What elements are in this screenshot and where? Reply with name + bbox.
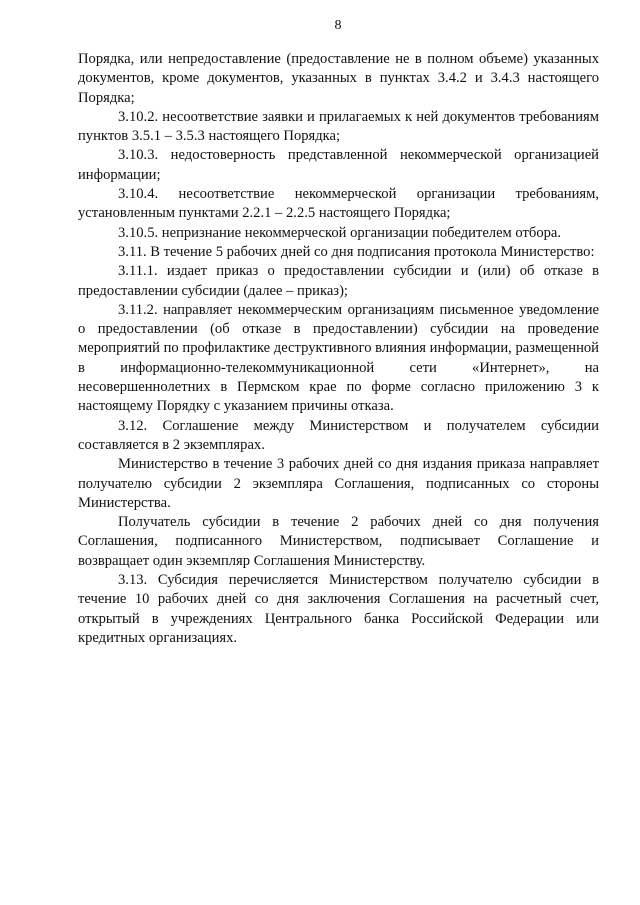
document-body bbox=[78, 50, 599, 648]
paragraph: 3.11.1. издает приказ о предоставлении субсидии и (или) об отказе в предоставлении субсидии (далее – приказ); bbox=[78, 263, 599, 299]
paragraph: 3.12. Соглашение между Министерством и получателем субсидии составляется в 2 экземплярах. bbox=[78, 417, 599, 453]
paragraph: Порядка, или непредоставление (предоставление не в полном объеме) указанных документов, кроме документов, указанных в пунктах 3.4.2 и 3.4.3 настоящего Порядка; bbox=[78, 51, 599, 106]
paragraph: Министерство в течение 3 рабочих дней со дня издания приказа направляет получателю субсидии 2 экземпляра Соглашения, подписанных со стороны Министерства. bbox=[78, 456, 599, 511]
paragraph: 3.13. Субсидия перечисляется Министерством получателю субсидии в течение 10 рабочих дней со дня заключения Соглашения на расчетный счет, открытый в учреждениях Центрального банка Российской Федерации или кредитных организациях. bbox=[78, 572, 599, 646]
paragraph: Получатель субсидии в течение 2 рабочих дней со дня получения Соглашения, подписанного Министерством, подписывает Соглашение и возвращает один экземпляр Соглашения Министерству. bbox=[78, 514, 599, 569]
paragraph: 3.11.2. направляет некоммерческим организациям письменное уведомление о предоставлении (об отказе в предоставлении) субсидии на проведение мероприятий по профилактике деструктивного влияния информации, размещенной в информационно-телекоммуникационной сети «Интернет», на несовершеннолетних в Пермском крае по форме согласно приложению 3 к настоящему Порядку с указанием причины отказа. bbox=[78, 301, 599, 415]
paragraph: 3.10.3. недостоверность представленной некоммерческой организацией информации; bbox=[78, 147, 599, 183]
page-number: 8 bbox=[334, 18, 342, 33]
paragraph: 3.11. В течение 5 рабочих дней со дня подписания протокола Министерство: bbox=[118, 243, 595, 260]
paragraph: 3.10.5. непризнание некоммерческой организации победителем отбора. bbox=[118, 224, 562, 241]
paragraph: 3.10.4. несоответствие некоммерческой организации требованиям, установленным пунктами 2.2.1 – 2.2.5 настоящего Порядка; bbox=[78, 186, 599, 222]
paragraph: 3.10.2. несоответствие заявки и прилагаемых к ней документов требованиям пунктов 3.5.1 – 3.5.3 настоящего Порядка; bbox=[78, 108, 599, 145]
